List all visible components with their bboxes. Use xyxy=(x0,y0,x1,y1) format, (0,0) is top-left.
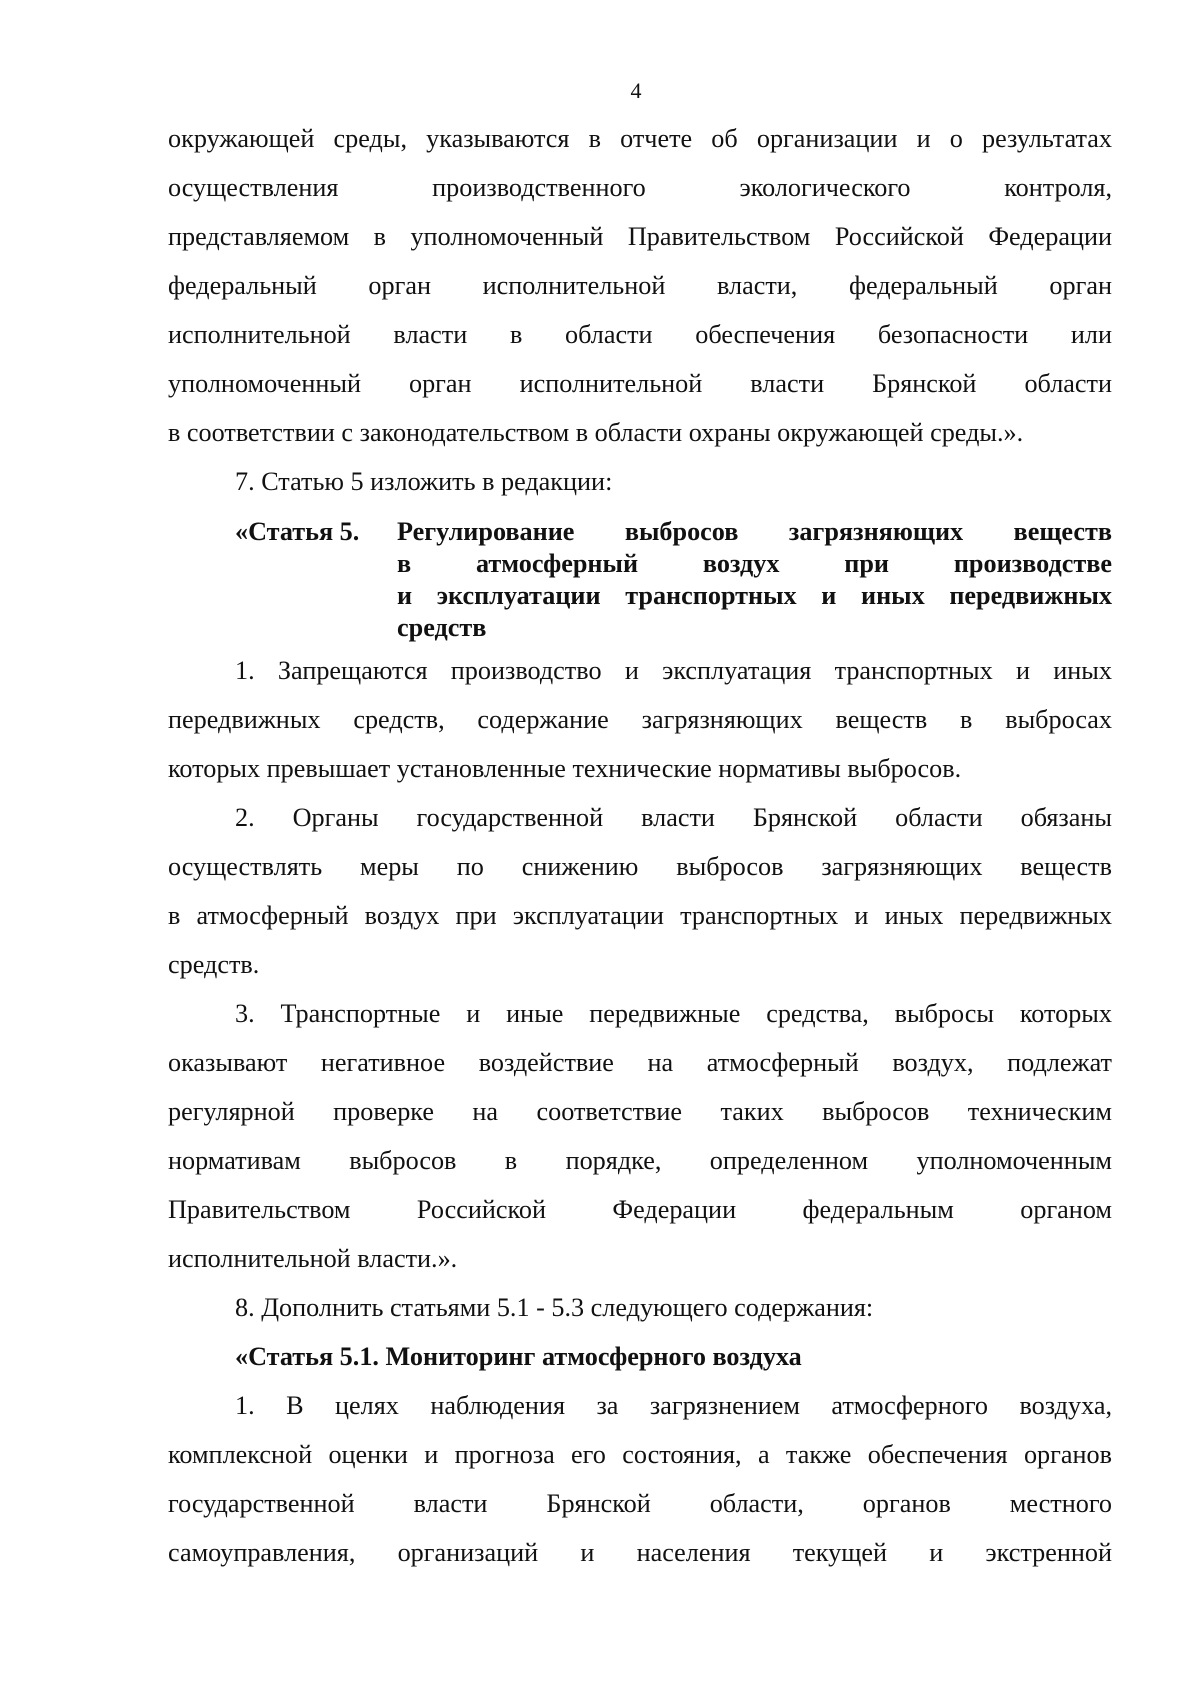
article-5-paragraph-3 xyxy=(168,995,1112,1289)
heading-line: в атмосферный воздух при производстве xyxy=(397,549,1112,578)
text-line: которых превышает установленные технические нормативы выбросов. xyxy=(168,754,962,783)
text-line: исполнительной власти в области обеспечения безопасности или xyxy=(168,320,1112,349)
text-line: окружающей среды, указываются в отчете об организации и о результатах xyxy=(168,124,1112,153)
article-5-1-heading: «Статья 5.1. Мониторинг атмосферного воздуха xyxy=(235,1342,802,1371)
text-line: нормативам выбросов в порядке, определенном уполномоченным xyxy=(168,1146,1112,1175)
article-5-title xyxy=(397,516,1112,644)
item-8: 8. Дополнить статьями 5.1 - 5.3 следующего содержания: xyxy=(235,1293,874,1322)
text-line: 1. Запрещаются производство и эксплуатация транспортных и иных xyxy=(235,656,1112,685)
item-7: 7. Статью 5 изложить в редакции: xyxy=(235,467,613,496)
text-line: регулярной проверке на соответствие таких выбросов техническим xyxy=(168,1097,1112,1126)
text-line: 3. Транспортные и иные передвижные средства, выбросы которых xyxy=(235,999,1112,1028)
text-line: передвижных средств, содержание загрязняющих веществ в выбросах xyxy=(168,705,1112,734)
heading-line: средств xyxy=(397,613,487,642)
text-line: осуществления производственного экологического контроля, xyxy=(168,173,1112,202)
heading-line: и эксплуатации транспортных и иных передвижных xyxy=(397,581,1112,610)
text-line: исполнительной власти.». xyxy=(168,1244,458,1273)
text-line: 2. Органы государственной власти Брянской области обязаны xyxy=(235,803,1112,832)
heading-line: Регулирование выбросов загрязняющих веществ xyxy=(397,517,1112,546)
article-5-paragraph-1 xyxy=(168,652,1112,799)
text-line: 1. В целях наблюдения за загрязнением атмосферного воздуха, xyxy=(235,1391,1112,1420)
text-line: представляемом в уполномоченный Правительством Российской Федерации xyxy=(168,222,1112,251)
text-line: самоуправления, организаций и населения текущей и экстренной xyxy=(168,1538,1112,1567)
text-line: уполномоченный орган исполнительной власти Брянской области xyxy=(168,369,1112,398)
paragraph-intro xyxy=(168,120,1112,463)
text-line: в атмосферный воздух при эксплуатации транспортных и иных передвижных xyxy=(168,901,1112,930)
article-5-label: «Статья 5. xyxy=(235,517,360,546)
text-line: средств. xyxy=(168,950,260,979)
page-number: 4 xyxy=(630,78,642,103)
text-line: осуществлять меры по снижению выбросов загрязняющих веществ xyxy=(168,852,1112,881)
text-line: комплексной оценки и прогноза его состояния, а также обеспечения органов xyxy=(168,1440,1112,1469)
article-5-heading xyxy=(168,516,1112,644)
text-line: Правительством Российской Федерации федеральным органом xyxy=(168,1195,1112,1224)
article-5-paragraph-2 xyxy=(168,799,1112,995)
text-line: федеральный орган исполнительной власти, федеральный орган xyxy=(168,271,1112,300)
article-5-1-paragraph-1 xyxy=(168,1387,1112,1583)
text-line: государственной власти Брянской области, органов местного xyxy=(168,1489,1112,1518)
text-line: в соответствии с законодательством в области охраны окружающей среды.». xyxy=(168,418,1024,447)
text-line: оказывают негативное воздействие на атмосферный воздух, подлежат xyxy=(168,1048,1112,1077)
document-body xyxy=(168,120,1112,1583)
